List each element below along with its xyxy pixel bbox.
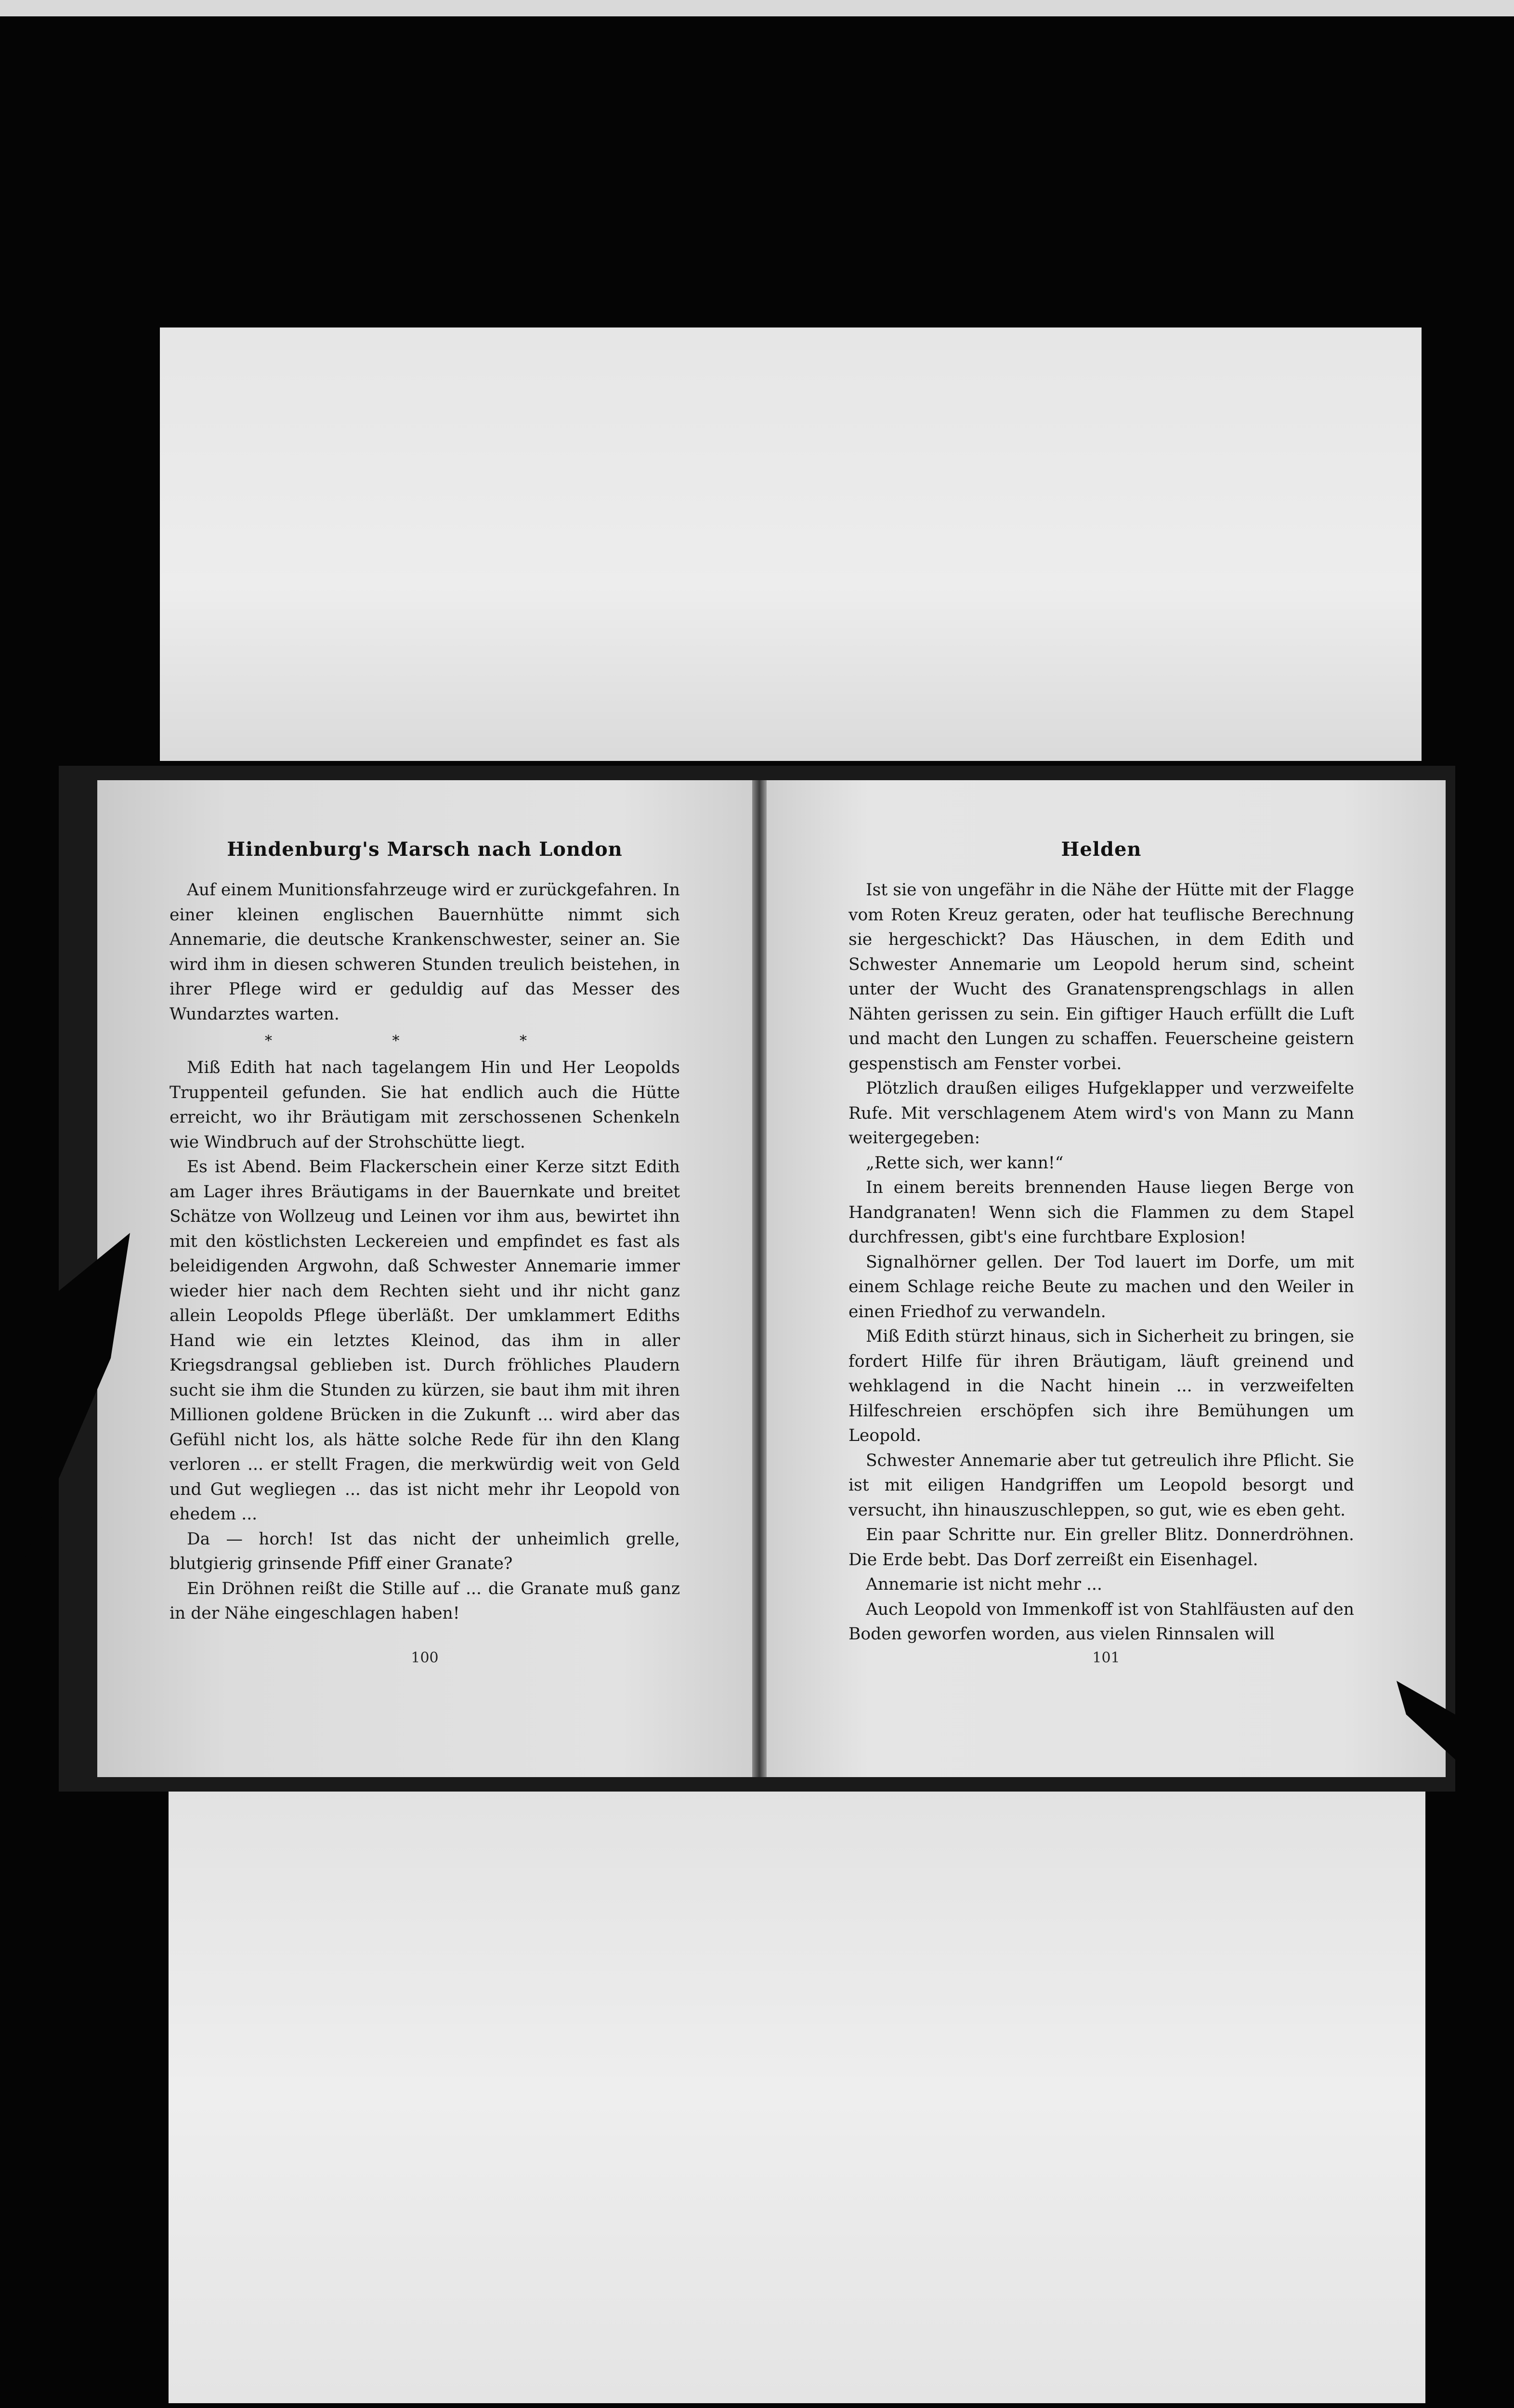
backing-sheet-top — [160, 327, 1422, 761]
paragraph: Miß Edith hat nach tagelangem Hin und Her Leopolds Truppenteil gefunden. Sie hat endlich auch die Hütte erreicht, wo ihr Bräutigam mit zerschossenen Schenkeln wie Windbruch auf der Strohschütte liegt. — [170, 1058, 680, 1152]
paragraph: Auf einem Munitionsfahrzeuge wird er zurückgefahren. In einer kleinen englischen Bauernhütte nimmt sich Annemarie, die deutsche Krankenschwester, seiner an. Sie wird ihm in diesen schweren Stunden treulich beistehen, in ihrer Pflege wird er geduldig auf das Messer des Wundarztes warten. — [170, 880, 680, 1024]
paragraph: Ein Dröhnen reißt die Stille auf ... die Granate muß ganz in der Nähe eingeschlagen haben! — [170, 1579, 680, 1623]
paragraph: Schwester Annemarie aber tut getreulich ihre Pflicht. Sie ist mit eiligen Handgriffen um Leopold besorgt und versucht, ihn hinauszuschleppen, so gut, wie es eben geht. — [848, 1451, 1354, 1520]
left-page-text — [170, 878, 680, 1626]
page-number: 100 — [411, 1649, 439, 1666]
book-gutter — [752, 780, 767, 1777]
paragraph: Signalhörner gellen. Der Tod lauert im Dorfe, um mit einem Schlage reiche Beute zu machen und den Weiler in einen Friedhof zu verwandeln. — [848, 1252, 1354, 1322]
paragraph: Es ist Abend. Beim Flackerschein einer Kerze sitzt Edith am Lager ihres Bräutigams in der Bauernkate und breitet Schätze von Wollzeug und Leinen vor ihm aus, bewirtet ihn mit den köstlichsten Leckereien und empfindet es fast als beleidigenden Argwohn, daß Schwester Annemarie immer wieder hier nach dem Rechten sieht und ihr nicht ganz allein Leopolds Pflege überläßt. Der umklammert Ediths Hand wie ein letztes Kleinod, das ihm in aller Kriegsdrangsal geblieben ist. Durch fröhliches Plaudern sucht sie ihm die Stunden zu kürzen, sie baut ihm mit ihren Millionen goldene Brücken in die Zukunft ... wird aber das Gefühl nicht los, als hätte solche Rede für ihn den Klang verloren ... er stellt Fragen, die merkwürdig weit von Geld und Gut wegliegen ... das ist nicht mehr ihr Leopold von ehedem ... — [170, 1157, 680, 1524]
paragraph: Annemarie ist nicht mehr ... — [866, 1575, 1102, 1594]
backing-sheet-bottom — [169, 1782, 1425, 2403]
paragraph: Ist sie von ungefähr in die Nähe der Hütte mit der Flagge vom Roten Kreuz geraten, oder hat teuflische Berechnung sie hergeschickt? Das Häuschen, in dem Edith und Schwester Annemarie um Leopold herum sind, scheint unter der Wucht des Granatensprengschlags in allen Nähten gerissen zu sein. Ein giftiger Hauch erfüllt die Luft und macht den Lungen zu schaffen. Feuerscheine geistern gespenstisch am Fenster vorbei. — [848, 880, 1354, 1073]
paragraph: „Rette sich, wer kann!“ — [866, 1153, 1064, 1173]
paragraph: Miß Edith stürzt hinaus, sich in Sicherheit zu bringen, sie fordert Hilfe für ihren Bräutigam, läuft greinend und wehklagend in die Nacht hinein ... in verzweifelten Hilfeschreien erschöpfen sich ihre Bemühungen um Leopold. — [848, 1327, 1354, 1445]
right-page-text — [848, 878, 1354, 1647]
page-number: 101 — [1092, 1649, 1120, 1666]
paragraph: In einem bereits brennenden Hause liegen Berge von Handgranaten! Wenn sich die Flammen zu dem Stapel durchfressen, gibt's eine furchtbare Explosion! — [848, 1178, 1354, 1247]
left-running-head: Hindenburg's Marsch nach London — [227, 838, 623, 861]
paragraph: Ein paar Schritte nur. Ein greller Blitz. Donnerdröhnen. Die Erde bebt. Das Dorf zerreißt ein Eisenhagel. — [848, 1525, 1354, 1570]
paragraph: Auch Leopold von Immenkoff ist von Stahlfäusten auf den Boden geworfen worden, aus vielen Rinnsalen will — [848, 1599, 1354, 1644]
right-running-head: Helden — [1061, 838, 1142, 861]
right-page — [767, 780, 1446, 1777]
left-page — [97, 780, 752, 1777]
paragraph: Da — horch! Ist das nicht der unheimlich grelle, blutgierig grinsende Pfiff einer Granate? — [170, 1529, 680, 1573]
section-separator: * * * — [264, 1033, 585, 1049]
paragraph: Plötzlich draußen eiliges Hufgeklapper und verzweifelte Rufe. Mit verschlagenem Atem wird's von Mann zu Mann weitergegeben: — [848, 1079, 1354, 1148]
film-edge-strip — [0, 0, 1514, 16]
open-book — [59, 766, 1455, 1792]
